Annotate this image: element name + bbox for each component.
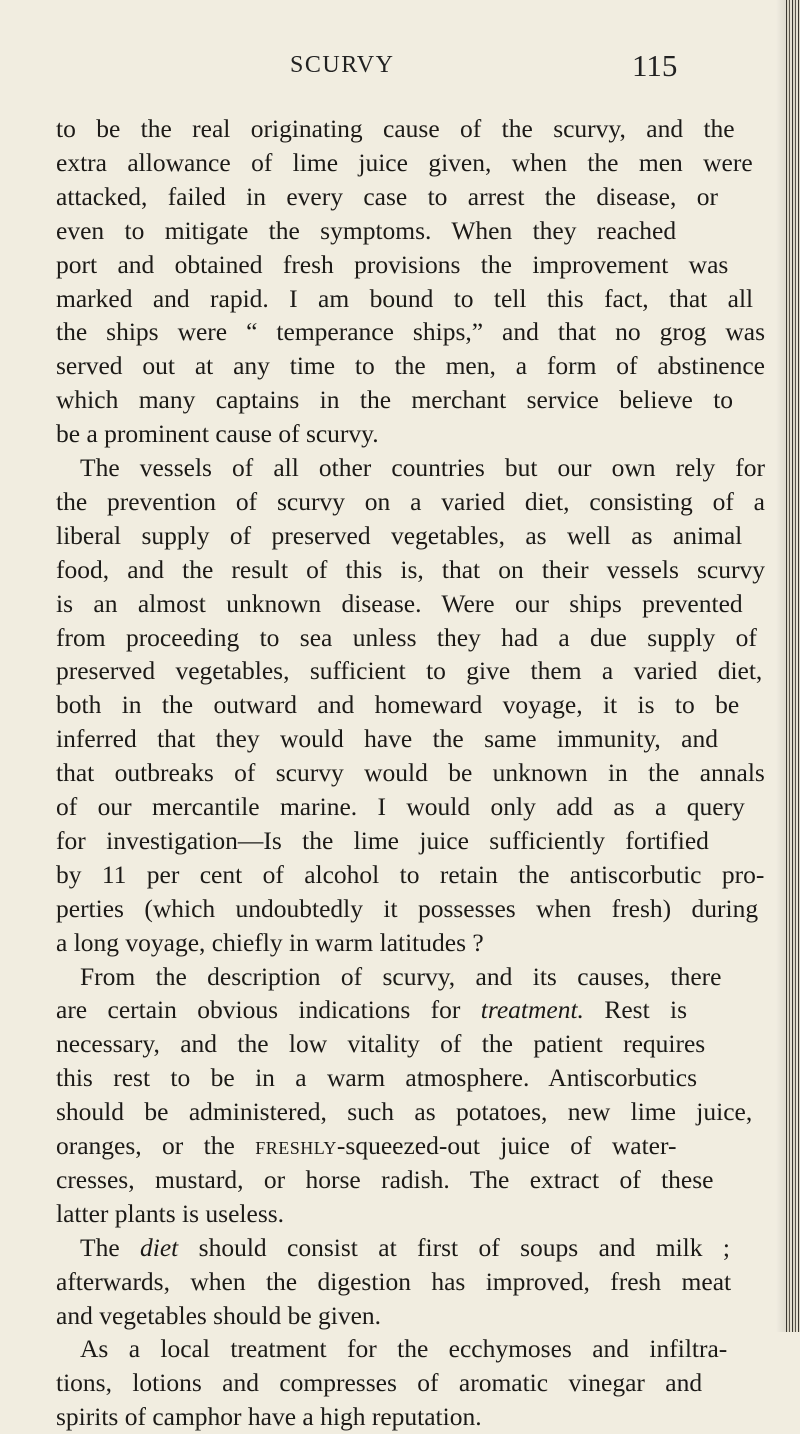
text-run: preserved vegetables, sufficient to give them a varied diet, xyxy=(56,656,763,686)
line-text xyxy=(56,790,745,824)
text-run: for investigation—Is the lime juice sufficiently fortified xyxy=(56,825,709,855)
text-line xyxy=(0,688,780,722)
text-line xyxy=(0,146,780,180)
text-line xyxy=(0,1061,780,1095)
text-run: the prevention of scurvy on a varied diet, consisting of a xyxy=(56,486,765,516)
text-run: necessary, and the low vitality of the patient requires xyxy=(56,1029,706,1059)
line-text xyxy=(56,621,757,655)
line-text xyxy=(56,383,733,417)
line-text xyxy=(56,1366,702,1400)
text-line xyxy=(0,926,780,960)
text-line xyxy=(0,756,780,790)
text-run: extra allowance of lime juice given, when the men were xyxy=(56,147,753,177)
text-run-italic: treatment. xyxy=(480,995,584,1025)
text-line xyxy=(0,858,780,892)
text-run: are certain obvious indications for xyxy=(56,995,481,1025)
text-line xyxy=(0,892,780,926)
text-line xyxy=(0,1299,780,1333)
line-text xyxy=(56,654,762,688)
line-text xyxy=(56,1163,713,1197)
line-text xyxy=(56,1061,697,1095)
line-text xyxy=(56,722,718,756)
text-run: served out at any time to the men, a form of abstinence xyxy=(56,351,765,381)
text-run: attacked, failed in every case to arrest the disease, or xyxy=(56,181,718,211)
text-run: Rest is xyxy=(583,995,688,1025)
text-run: The xyxy=(80,1232,141,1262)
text-run: From the description of scurvy, and its causes, there xyxy=(80,961,722,991)
text-line xyxy=(0,315,780,349)
text-run: of our mercantile marine. I would only add as a query xyxy=(56,792,745,821)
page-edge-shadow xyxy=(776,0,786,1332)
text-line xyxy=(0,993,780,1027)
text-line xyxy=(0,1400,780,1434)
line-text xyxy=(56,349,765,383)
text-run: be a prominent cause of scurvy. xyxy=(56,419,379,449)
line-text xyxy=(56,1095,752,1129)
text-run: afterwards, when the digestion has improved, fresh meat xyxy=(56,1266,732,1296)
line-text xyxy=(56,315,765,349)
text-line xyxy=(0,654,780,688)
line-text xyxy=(56,1129,676,1163)
text-line xyxy=(0,1231,780,1265)
text-run: food, and the result of this is, that on their vessels scurvy xyxy=(56,554,765,584)
text-run: -squeezed-out juice of water- xyxy=(336,1131,677,1160)
text-line xyxy=(0,824,780,858)
text-line xyxy=(0,1163,780,1197)
text-run-italic: diet xyxy=(140,1232,179,1262)
text-run: oranges, or the xyxy=(56,1131,256,1160)
line-text xyxy=(56,112,735,146)
text-run: marked and rapid. I am bound to tell this fact, that all xyxy=(56,283,754,313)
text-line xyxy=(0,1095,780,1129)
line-text xyxy=(80,1332,727,1366)
text-run: the ships were “ temperance ships,” and that no grog was xyxy=(56,317,765,347)
text-run: The vessels of all other countries but our own rely for xyxy=(80,453,765,482)
text-line xyxy=(0,587,780,621)
text-line xyxy=(0,1366,780,1400)
text-line xyxy=(0,519,780,553)
text-line xyxy=(0,1027,780,1061)
text-line xyxy=(0,349,780,383)
page-stack-edge xyxy=(786,0,800,1332)
line-text xyxy=(80,960,721,994)
line-text xyxy=(56,858,764,892)
text-run: this rest to be in a warm atmosphere. Antiscorbutics xyxy=(56,1063,698,1093)
line-text xyxy=(56,214,676,248)
line-text xyxy=(80,1231,730,1265)
line-text xyxy=(56,282,753,316)
text-run: to be the real originating cause of the scurvy, and the xyxy=(56,114,735,143)
text-line xyxy=(0,214,780,248)
text-run-smallcaps: freshly xyxy=(255,1131,337,1160)
text-run: and vegetables should be given. xyxy=(56,1300,382,1330)
text-run: latter plants is useless. xyxy=(56,1198,285,1228)
line-text xyxy=(56,892,758,926)
text-run: is an almost unknown disease. Were our ships prevented xyxy=(56,588,743,618)
line-text xyxy=(56,756,765,790)
line-text xyxy=(56,146,753,180)
text-run: inferred that they would have the same immunity, and xyxy=(56,724,718,754)
line-text xyxy=(56,1400,482,1434)
text-line xyxy=(0,1129,780,1163)
text-line xyxy=(0,553,780,587)
text-run: which many captains in the merchant service believe to xyxy=(56,385,734,415)
text-line xyxy=(0,790,780,824)
text-line xyxy=(0,451,780,485)
text-line xyxy=(0,383,780,417)
text-line xyxy=(0,1332,780,1366)
line-text xyxy=(56,248,728,282)
text-run: liberal supply of preserved vegetables, as well as animal xyxy=(56,520,743,550)
line-text xyxy=(56,587,743,621)
text-run: a long voyage, chiefly in warm latitudes ? xyxy=(56,927,484,957)
text-run: perties (which undoubtedly it possesses when fresh) during xyxy=(56,893,759,923)
line-text xyxy=(56,688,739,722)
text-line xyxy=(0,112,780,146)
running-head: SCURVY xyxy=(290,52,395,78)
text-run: port and obtained fresh provisions the improvement was xyxy=(56,249,729,279)
text-run: from proceeding to sea unless they had a due supply of xyxy=(56,622,757,652)
line-text xyxy=(56,993,687,1027)
text-line xyxy=(0,282,780,316)
line-text xyxy=(80,451,765,485)
line-text xyxy=(56,824,709,858)
text-run: should be administered, such as potatoes, new lime juice, xyxy=(56,1097,753,1127)
text-run: cresses, mustard, or horse radish. The extract of these xyxy=(56,1164,714,1194)
text-line xyxy=(0,417,780,451)
text-line xyxy=(0,180,780,214)
text-line xyxy=(0,248,780,282)
text-run: should consist at first of soups and milk ; xyxy=(178,1232,730,1262)
text-line xyxy=(0,621,780,655)
page-number: 115 xyxy=(632,48,678,83)
text-line xyxy=(0,722,780,756)
text-line xyxy=(0,960,780,994)
line-text xyxy=(56,180,718,214)
line-text xyxy=(56,1299,381,1333)
text-run: tions, lotions and compresses of aromatic vinegar and xyxy=(56,1368,703,1398)
page-header xyxy=(0,48,780,88)
text-run: by 11 per cent of alcohol to retain the antiscorbutic pro- xyxy=(56,859,765,889)
line-text xyxy=(56,1197,284,1231)
line-text xyxy=(56,417,379,451)
text-line xyxy=(0,1197,780,1231)
line-text xyxy=(56,485,765,519)
line-text xyxy=(56,553,765,587)
line-text xyxy=(56,519,742,553)
text-run: that outbreaks of scurvy would be unknown in the annals xyxy=(56,758,765,788)
line-text xyxy=(56,1265,731,1299)
text-run: As a local treatment for the ecchymoses and infiltra- xyxy=(80,1334,728,1364)
text-line xyxy=(0,485,780,519)
line-text xyxy=(56,1027,705,1061)
line-text xyxy=(56,926,484,960)
text-run: both in the outward and homeward voyage, it is to be xyxy=(56,690,740,720)
text-run: spirits of camphor have a high reputation. xyxy=(56,1402,482,1432)
text-run: even to mitigate the symptoms. When they reached xyxy=(56,215,677,245)
text-line xyxy=(0,1265,780,1299)
